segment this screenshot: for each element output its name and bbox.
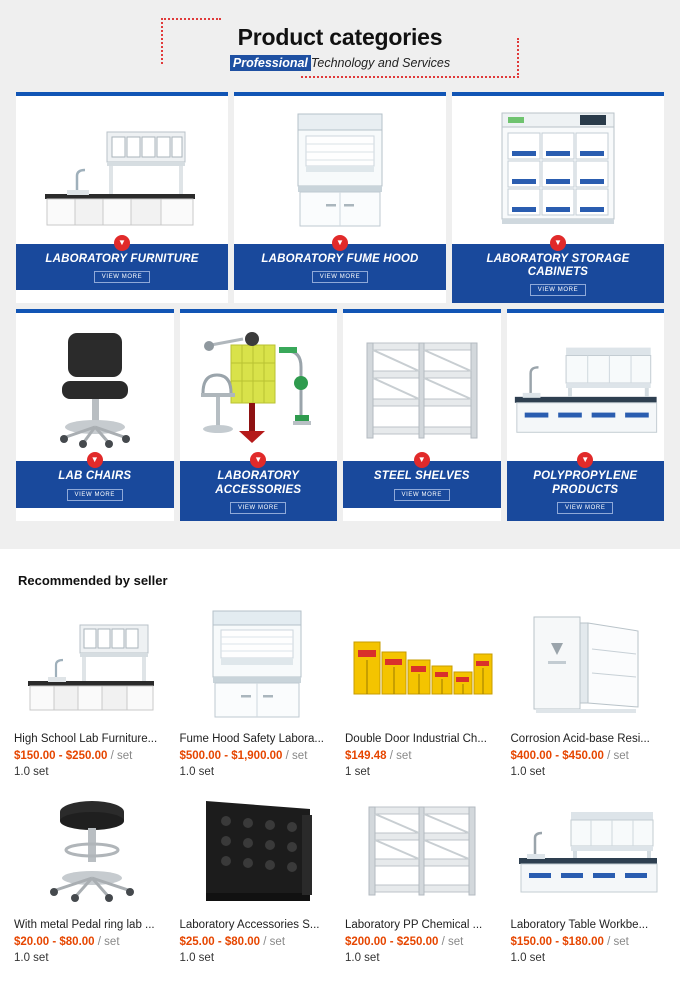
category-name: POLYPROPYLENE PRODUCTS — [533, 470, 638, 496]
product-price-unit: / set — [607, 749, 629, 762]
lab-chair-icon — [16, 313, 174, 461]
category-label-polypropylene-products — [507, 455, 665, 520]
steel-shelf-icon — [345, 788, 501, 913]
view-more-button[interactable]: VIEW MORE — [67, 489, 123, 501]
product-price — [511, 936, 667, 948]
product-moq: 1.0 set — [510, 765, 546, 778]
product-price — [180, 936, 336, 948]
pp-bench-icon — [511, 788, 667, 913]
product-name: Laboratory PP Chemical ... — [345, 918, 483, 931]
chevron-down-icon: ▼ — [332, 235, 348, 251]
page-subtitle-highlight: Professional — [230, 55, 311, 71]
product-price-unit: / set — [97, 935, 120, 948]
chevron-down-icon: ▼ — [414, 452, 430, 468]
yellow-safety-cabinets-icon — [345, 602, 501, 727]
category-card-laboratory-accessories[interactable] — [180, 309, 338, 520]
product-name: Corrosion Acid-base Resi... — [510, 732, 650, 745]
fume-hood-icon — [234, 96, 446, 244]
product-name: Laboratory Accessories S... — [179, 918, 320, 931]
view-more-button[interactable]: VIEW MORE — [312, 271, 368, 283]
category-label-laboratory-fume-hood — [234, 238, 446, 290]
category-card-laboratory-storage-cabinets[interactable] — [452, 92, 664, 303]
category-label-laboratory-accessories — [180, 455, 338, 520]
product-price-unit: / set — [285, 749, 308, 762]
product-moq: 1.0 set — [179, 951, 215, 964]
category-card-steel-shelves[interactable] — [343, 309, 501, 520]
product-price — [345, 936, 501, 948]
product-price-unit: / set — [607, 935, 629, 948]
category-name: LABORATORY FUME HOOD — [261, 253, 419, 265]
category-name: LABORATORY STORAGE CABINETS — [486, 253, 630, 279]
chevron-down-icon: ▼ — [577, 452, 593, 468]
white-cabinet-icon — [511, 602, 667, 727]
product-moq: 1 set — [345, 765, 370, 778]
recommended-title: Recommended by seller — [18, 572, 168, 588]
category-card-lab-chairs[interactable] — [16, 309, 174, 520]
product-card[interactable] — [511, 602, 667, 778]
product-card[interactable] — [14, 602, 170, 778]
product-price — [14, 750, 170, 762]
product-price-value: $400.00 - $450.00 — [510, 749, 604, 762]
category-card-laboratory-fume-hood[interactable] — [234, 92, 446, 303]
product-price-value: $150.00 - $250.00 — [14, 749, 108, 762]
product-card[interactable] — [345, 788, 501, 964]
view-more-button[interactable]: VIEW MORE — [94, 271, 150, 283]
category-label-laboratory-storage-cabinets — [452, 238, 664, 303]
product-name: Double Door Industrial Ch... — [345, 732, 487, 745]
category-card-polypropylene-products[interactable] — [507, 309, 665, 520]
product-card[interactable] — [14, 788, 170, 964]
product-price-value: $149.48 — [345, 749, 387, 762]
lab-bench-icon — [16, 96, 228, 244]
chevron-down-icon: ▼ — [550, 235, 566, 251]
product-card[interactable] — [345, 602, 501, 778]
fume-hood-icon — [180, 602, 336, 727]
product-card[interactable] — [511, 788, 667, 964]
page-title: Product categories — [237, 24, 443, 50]
product-price-unit: / set — [110, 749, 133, 762]
product-price-value: $500.00 - $1,900.00 — [179, 749, 283, 762]
category-row-1 — [0, 92, 680, 303]
product-price-unit: / set — [263, 935, 286, 948]
product-price — [511, 750, 667, 762]
drying-rack-icon — [180, 788, 336, 913]
category-label-laboratory-furniture — [16, 238, 228, 290]
product-moq: 1.0 set — [345, 951, 380, 964]
product-price-value: $200.00 - $250.00 — [345, 935, 439, 948]
product-price-value: $20.00 - $80.00 — [14, 935, 95, 948]
category-name: LAB CHAIRS — [58, 470, 132, 483]
product-price — [14, 936, 170, 948]
storage-cabinet-icon — [452, 96, 664, 244]
category-label-steel-shelves — [343, 455, 501, 507]
product-moq: 1.0 set — [179, 765, 215, 778]
view-more-button[interactable]: VIEW MORE — [230, 502, 286, 514]
product-price-unit: / set — [389, 749, 412, 762]
category-name: STEEL SHELVES — [373, 470, 470, 483]
product-row-1 — [14, 602, 666, 778]
steel-shelf-icon — [343, 313, 501, 461]
product-card[interactable] — [180, 788, 336, 964]
pp-bench-icon — [507, 313, 665, 461]
product-price-unit: / set — [441, 935, 464, 948]
lab-bench-icon — [14, 602, 170, 727]
page-subtitle — [209, 56, 471, 70]
product-name: Laboratory Table Workbe... — [510, 918, 649, 931]
product-moq: 1.0 set — [14, 951, 49, 964]
product-price-value: $150.00 - $180.00 — [510, 935, 604, 948]
lab-accessories-icon — [180, 313, 338, 461]
chevron-down-icon: ▼ — [114, 235, 130, 251]
product-name: Fume Hood Safety Labora... — [179, 732, 324, 745]
chevron-down-icon: ▼ — [87, 452, 103, 468]
chevron-down-icon: ▼ — [250, 452, 266, 468]
category-name: LABORATORY ACCESSORIES — [215, 470, 302, 496]
lab-stool-icon — [14, 788, 170, 913]
product-card[interactable] — [180, 602, 336, 778]
product-moq: 1.0 set — [14, 765, 49, 778]
categories-title-block — [209, 18, 471, 78]
category-label-lab-chairs — [16, 455, 174, 507]
product-row-2 — [14, 788, 666, 964]
category-name: LABORATORY FURNITURE — [45, 253, 199, 265]
product-price — [180, 750, 336, 762]
category-row-2 — [0, 309, 680, 520]
view-more-button[interactable]: VIEW MORE — [530, 284, 586, 296]
product-price-value: $25.00 - $80.00 — [179, 935, 261, 948]
product-moq: 1.0 set — [510, 951, 546, 964]
view-more-button[interactable]: VIEW MORE — [394, 489, 450, 501]
view-more-button[interactable]: VIEW MORE — [557, 502, 613, 514]
page-subtitle-rest: Technology and Services — [310, 56, 451, 70]
product-name: With metal Pedal ring lab ... — [14, 918, 155, 931]
product-name: High School Lab Furniture... — [14, 732, 158, 745]
product-price — [345, 750, 501, 762]
recommended-section — [0, 549, 680, 964]
category-card-laboratory-furniture[interactable] — [16, 92, 228, 303]
